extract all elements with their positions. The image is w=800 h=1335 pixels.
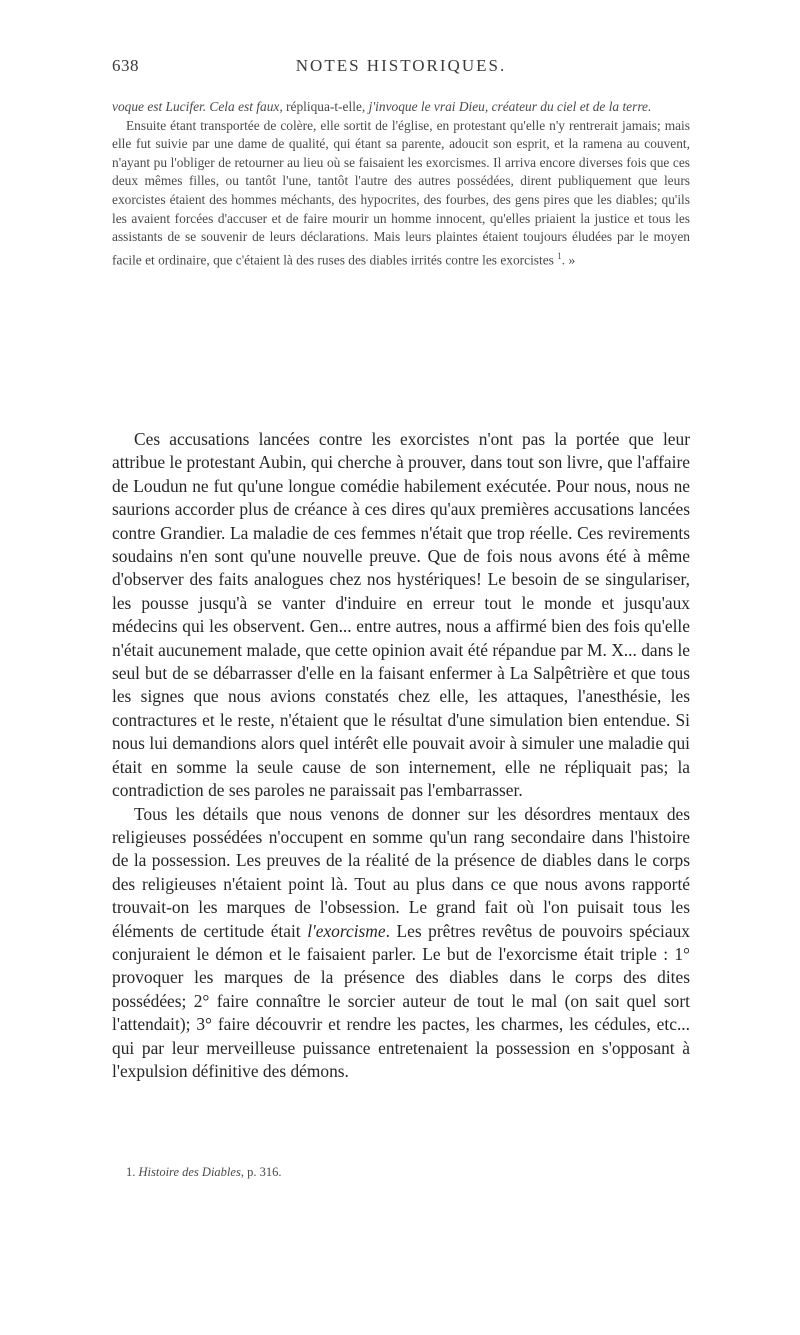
footnote-rest: , p. 316. xyxy=(240,1165,282,1179)
body-paragraph-2-part-b: . Les prêtres revêtus de pouvoirs spéciaux conjuraient le démon et le faisaient parler. Le but de l'exorcisme était triple : 1° provoquer les marques de la présence des diables dans le corps des dites possédées; 2° faire connaître le sorcier auteur de tout le mal (on sait quel sort l'attendait); 3° faire découvrir et rendre les pactes, les charmes, les cédules, etc... qui par leur merveilleuse puissance entretenaient la possession en s'opposant à l'expulsion définitive des démons. xyxy=(112,920,690,1081)
quote-paragraph-2-end: . » xyxy=(561,252,576,268)
footnote-reference: 1 xyxy=(557,250,562,261)
main-text xyxy=(112,428,690,1083)
footnote-number: 1. xyxy=(126,1165,136,1179)
body-paragraph-2 xyxy=(112,803,690,1084)
running-title: NOTES HISTORIQUES. xyxy=(295,56,507,75)
page-header xyxy=(112,56,690,80)
page-number: 638 xyxy=(112,56,139,75)
quoted-passage xyxy=(112,98,690,270)
quote-plain: répliqua-t-elle, xyxy=(282,99,369,114)
quote-paragraph-2 xyxy=(112,117,690,270)
quote-italic-a: voque est Lucifer. Cela est faux, xyxy=(112,99,283,114)
footnote xyxy=(126,1165,281,1180)
body-paragraph-1: Ces accusations lancées contre les exorcistes n'ont pas la portée que leur attribue le protestant Aubin, qui cherche à prouver, dans tout son livre, que l'affaire de Loudun ne fut qu'une longue comédie habilement exécutée. Pour nous, nous ne saurions accorder plus de créance à ces dires qu'aux premières accusations lancées contre Grandier. La maladie de ces femmes n'était que trop réelle. Ces revirements soudains n'en sont qu'une nouvelle preuve. Que de fois nous avons été à même d'observer des faits analogues chez nos hystériques! Le besoin de se singulariser, les pousse jusqu'à se vanter d'induire en erreur tout le monde et jusqu'aux médecins qui les observent. Gen... entre autres, nous a affirmé bien des fois qu'elle n'était aucunement malade, que cette opinion avait été répandue par M. X... dans le seul but de se débarrasser d'elle en la faisant enfermer à La Salpêtrière et que tous les signes que nous avions constatés chez elle, les attaques, l'anesthésie, les contractures et le reste, n'étaient que le résultat d'une simulation bien entendue. Si nous lui demandions alors quel intérêt elle pouvait avoir à simuler une maladie qui était en somme la seule cause de son internement, elle ne répliquait pas; la contradiction de ses paroles ne paraissait pas l'embarrasser. xyxy=(112,429,690,801)
body-paragraph-2-italic: l'exorcisme xyxy=(307,920,386,941)
quote-paragraph-2-text: Ensuite étant transportée de colère, elle sortit de l'église, en protestant qu'elle n'y rentrerait jamais; mais elle fut suivie par une dame de qualité, qui étant sa parente, adoucit son esprit, et la ramena au couvent, n'ayant pu l'obliger de retourner au lieu où se faisaient les exorcismes. Il arriva encore diverses fois que ces deux mêmes filles, ou tantôt l'une, tantôt l'autre des autres possédées, dirent publiquement que leurs exorcistes étaient des hommes méchants, des hypocrites, des fourbes, des gens pires que les diables; qu'ils les avaient forcées d'accuser et de faire mourir un homme innocent, qu'elles priaient la justice et tous les assistants de se souvenir de leurs déclarations. Mais leurs plaintes étaient toujours éludées par le moyen facile et ordinaire, que c'étaient là des ruses des diables irrités contre les exorcistes xyxy=(112,117,690,268)
quote-italic-b: j'invoque le vrai Dieu, créateur du ciel et de la terre. xyxy=(368,99,652,114)
body-paragraph-2-part-a: Tous les détails que nous venons de donner sur les désordres mentaux des religieuses possédées n'occupent en somme qu'un rang secondaire dans l'histoire de la possession. Les preuves de la réalité de la présence de diables dans le corps des religieuses n'étaient point là. Tout au plus dans ce que nous avons rapporté trouvait-on les marques de l'obsession. Le grand fait où l'on puisait tous les éléments de certitude était xyxy=(112,803,690,941)
footnote-title: Histoire des Diables xyxy=(138,1165,241,1179)
quote-paragraph-1 xyxy=(112,98,690,117)
